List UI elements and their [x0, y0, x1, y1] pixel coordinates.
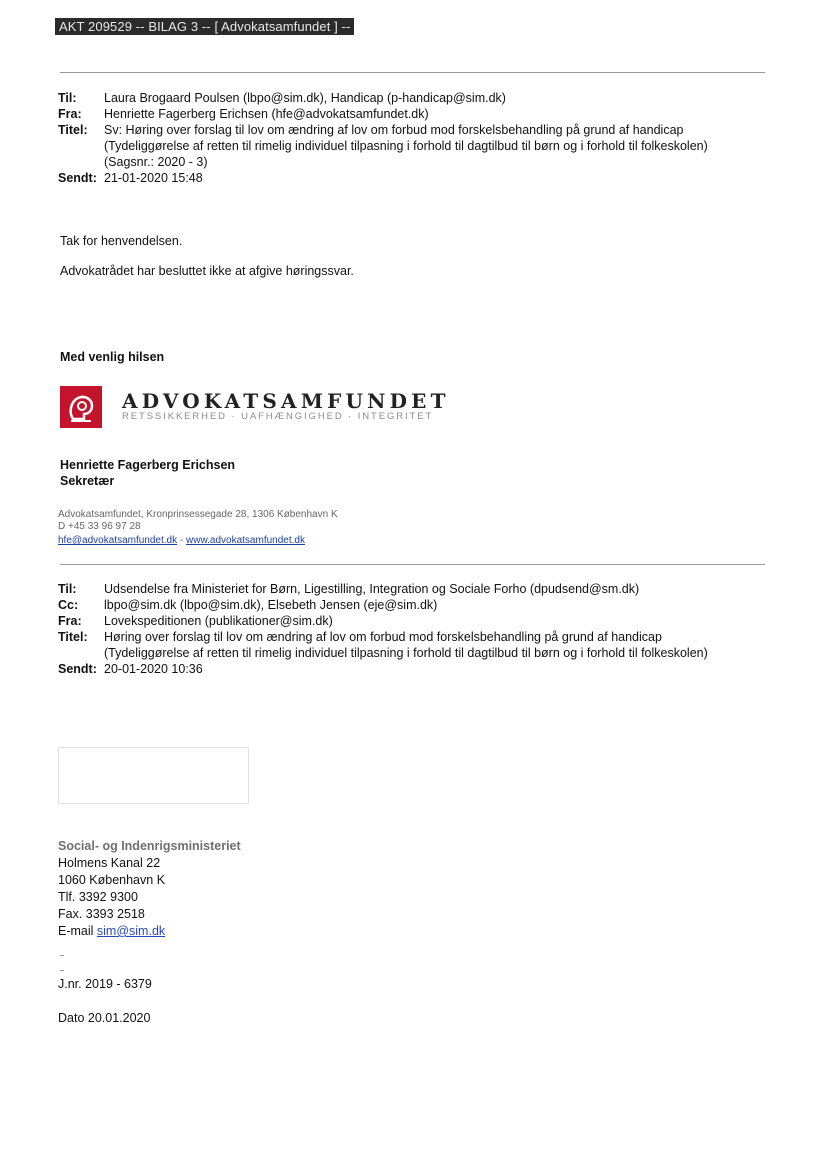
ministry-phone: Tlf. 3392 9300: [58, 890, 138, 904]
body-line: Advokatrådet har besluttet ikke at afgive høringssvar.: [60, 264, 354, 278]
ministry-street: Holmens Kanal 22: [58, 856, 161, 870]
original-header: [58, 581, 778, 677]
divider: [60, 970, 64, 971]
document-date: Dato 20.01.2020: [58, 1011, 151, 1025]
signature-email-link[interactable]: hfe@advokatsamfundet.dk: [58, 535, 178, 546]
original-sent-row: [58, 661, 778, 677]
to-label: Til:: [58, 582, 77, 596]
logo-wordmark: ADVOKATSAMFUNDET: [122, 389, 450, 413]
to-value: Udsendelse fra Ministeriet for Børn, Ligestilling, Integration og Sociale Forho (dpudsend@sm.dk): [104, 582, 640, 596]
subject-line: Høring over forslag til lov om ændring af lov om forbud mod forskelsbehandling på grund af handicap: [104, 630, 662, 644]
subject-label: Titel:: [58, 123, 88, 137]
signature-phone: D +45 33 96 97 28: [58, 521, 141, 532]
greeting: Med venlig hilsen: [60, 350, 165, 364]
advokatsamfundet-logo-icon: [60, 386, 102, 428]
to-label: Til:: [58, 91, 77, 105]
logo-tagline: RETSSIKKERHED · UAFHÆNGIGHED · INTEGRITET: [122, 411, 434, 422]
from-label: Fra:: [58, 614, 82, 628]
original-cc-row: [58, 597, 778, 613]
body-line: Tak for henvendelsen.: [60, 234, 183, 248]
from-value: Henriette Fagerberg Erichsen (hfe@advokatsamfundet.dk): [104, 107, 429, 121]
signature-website-link[interactable]: www.advokatsamfundet.dk: [186, 535, 305, 546]
divider: [60, 955, 64, 956]
cc-value: lbpo@sim.dk (lbpo@sim.dk), Elsebeth Jensen (eje@sim.dk): [104, 598, 438, 612]
subject-line: (Tydeliggørelse af retten til rimelig individuel tilpasning i forhold til dagtilbud til børn og i forhold til folkeskolen): [104, 646, 708, 660]
ministry-email-row: [58, 923, 165, 940]
document-stamp: AKT 209529 -- BILAG 3 -- [ Advokatsamfundet ] --: [55, 18, 354, 35]
link-separator: -: [177, 535, 187, 546]
signature-links: [58, 535, 305, 547]
sent-value: 20-01-2020 10:36: [104, 662, 203, 676]
subject-line: (Sagsnr.: 2020 - 3): [104, 155, 208, 169]
ministry-name: Social- og Indenrigsministeriet: [58, 839, 241, 853]
cc-label: Cc:: [58, 598, 79, 612]
ministry-city: 1060 København K: [58, 873, 166, 887]
journal-number: J.nr. 2019 - 6379: [58, 977, 152, 991]
sent-label: Sendt:: [58, 662, 97, 676]
subject-line: Sv: Høring over forslag til lov om ændring af lov om forbud mod forskelsbehandling på grund af handicap: [104, 123, 684, 137]
sent-label: Sendt:: [58, 171, 97, 185]
subject-label: Titel:: [58, 630, 88, 644]
signature-address: Advokatsamfundet, Kronprinsessegade 28, 1306 København K: [58, 509, 338, 520]
ministry-fax: Fax. 3393 2518: [58, 907, 145, 921]
reply-sent-row: [58, 170, 778, 186]
image-placeholder: [58, 747, 249, 804]
to-value: Laura Brogaard Poulsen (lbpo@sim.dk), Handicap (p-handicap@sim.dk): [104, 91, 506, 105]
original-from-row: [58, 613, 778, 629]
reply-to-row: [58, 90, 778, 106]
signature-name: Henriette Fagerberg Erichsen: [60, 458, 236, 472]
signature-title: Sekretær: [60, 474, 115, 488]
reply-header: [58, 90, 778, 186]
reply-subject-row: [58, 122, 778, 170]
from-value: Lovekspeditionen (publikationer@sim.dk): [104, 614, 333, 628]
subject-line: (Tydeliggørelse af retten til rimelig individuel tilpasning i forhold til dagtilbud til børn og i forhold til folkeskolen): [104, 139, 708, 153]
divider: [60, 564, 765, 565]
original-to-row: [58, 581, 778, 597]
from-label: Fra:: [58, 107, 82, 121]
ministry-email-link[interactable]: sim@sim.dk: [96, 924, 166, 938]
divider: [60, 72, 765, 73]
reply-from-row: [58, 106, 778, 122]
original-subject-row: [58, 629, 778, 661]
sent-value: 21-01-2020 15:48: [104, 171, 203, 185]
email-label: E-mail: [58, 924, 97, 938]
